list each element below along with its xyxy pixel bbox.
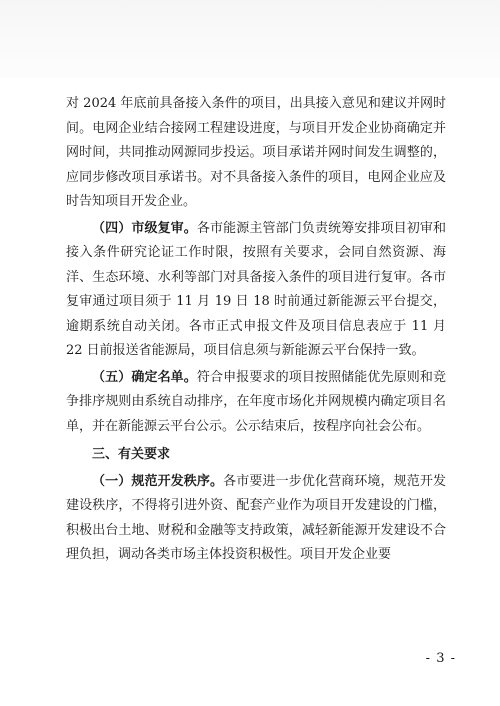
paragraph-text: 符合申报要求的项目按照储能优先原则和竞争排序规则由系统自动排序，在年度市场化并网规模内确定项目名单，并在新能源云平台公示。公示结束后，按程序向社会公布。: [66, 369, 446, 434]
paragraph-municipal-review: [66, 217, 446, 364]
paragraph-lead: （五）确定名单。: [92, 369, 197, 385]
paragraph-text: 各市要进一步优化营商环境，规范开发建设秩序，不得将引进外资、配套产业作为项目开发建设的门槛，积极出台土地、财税和金融等支持政策，减轻新能源开发建设不合理负担，调动各类市场主体投资积极性。项目开发企业要: [66, 473, 446, 562]
continuation-paragraph: 对 2024 年底前具备接入条件的项目，出具接入意见和建议并网时间。电网企业结合接网工程建设进度，与项目开发企业协商确定并网时间，共同推动网源同步投运。项目承诺并网时间发生调整的，应同步修改项目承诺书。对不具备接入条件的项目，电网企业应及时告知项目开发企业。: [66, 96, 446, 209]
paragraph-lead: （一）规范开发秩序。: [92, 473, 224, 489]
page-number: - 3 -: [425, 651, 456, 666]
document-body: [66, 92, 446, 568]
paragraph-confirm-list: [66, 366, 446, 440]
paragraph-lead: （四）市级复审。: [92, 220, 197, 236]
paragraph-development-order: [66, 470, 446, 568]
paragraph-text: 各市能源主管部门负责统筹安排项目初审和接入条件研究论证工作时限，按照有关要求，会同自然资源、海洋、生态环境、水利等部门对具备接入条件的项目进行复审。各市复审通过项目须于 11 月 19 日 18 时前通过新能源云平台提交，逾期系统自动关闭。各市正式申报文件及项目信息表应于 11 月 22 日前报送省能源局，项目信息须与新能源云平台保持一致。: [66, 220, 446, 358]
section-heading: 三、有关要求: [92, 447, 171, 462]
page-top-margin: [0, 0, 500, 78]
